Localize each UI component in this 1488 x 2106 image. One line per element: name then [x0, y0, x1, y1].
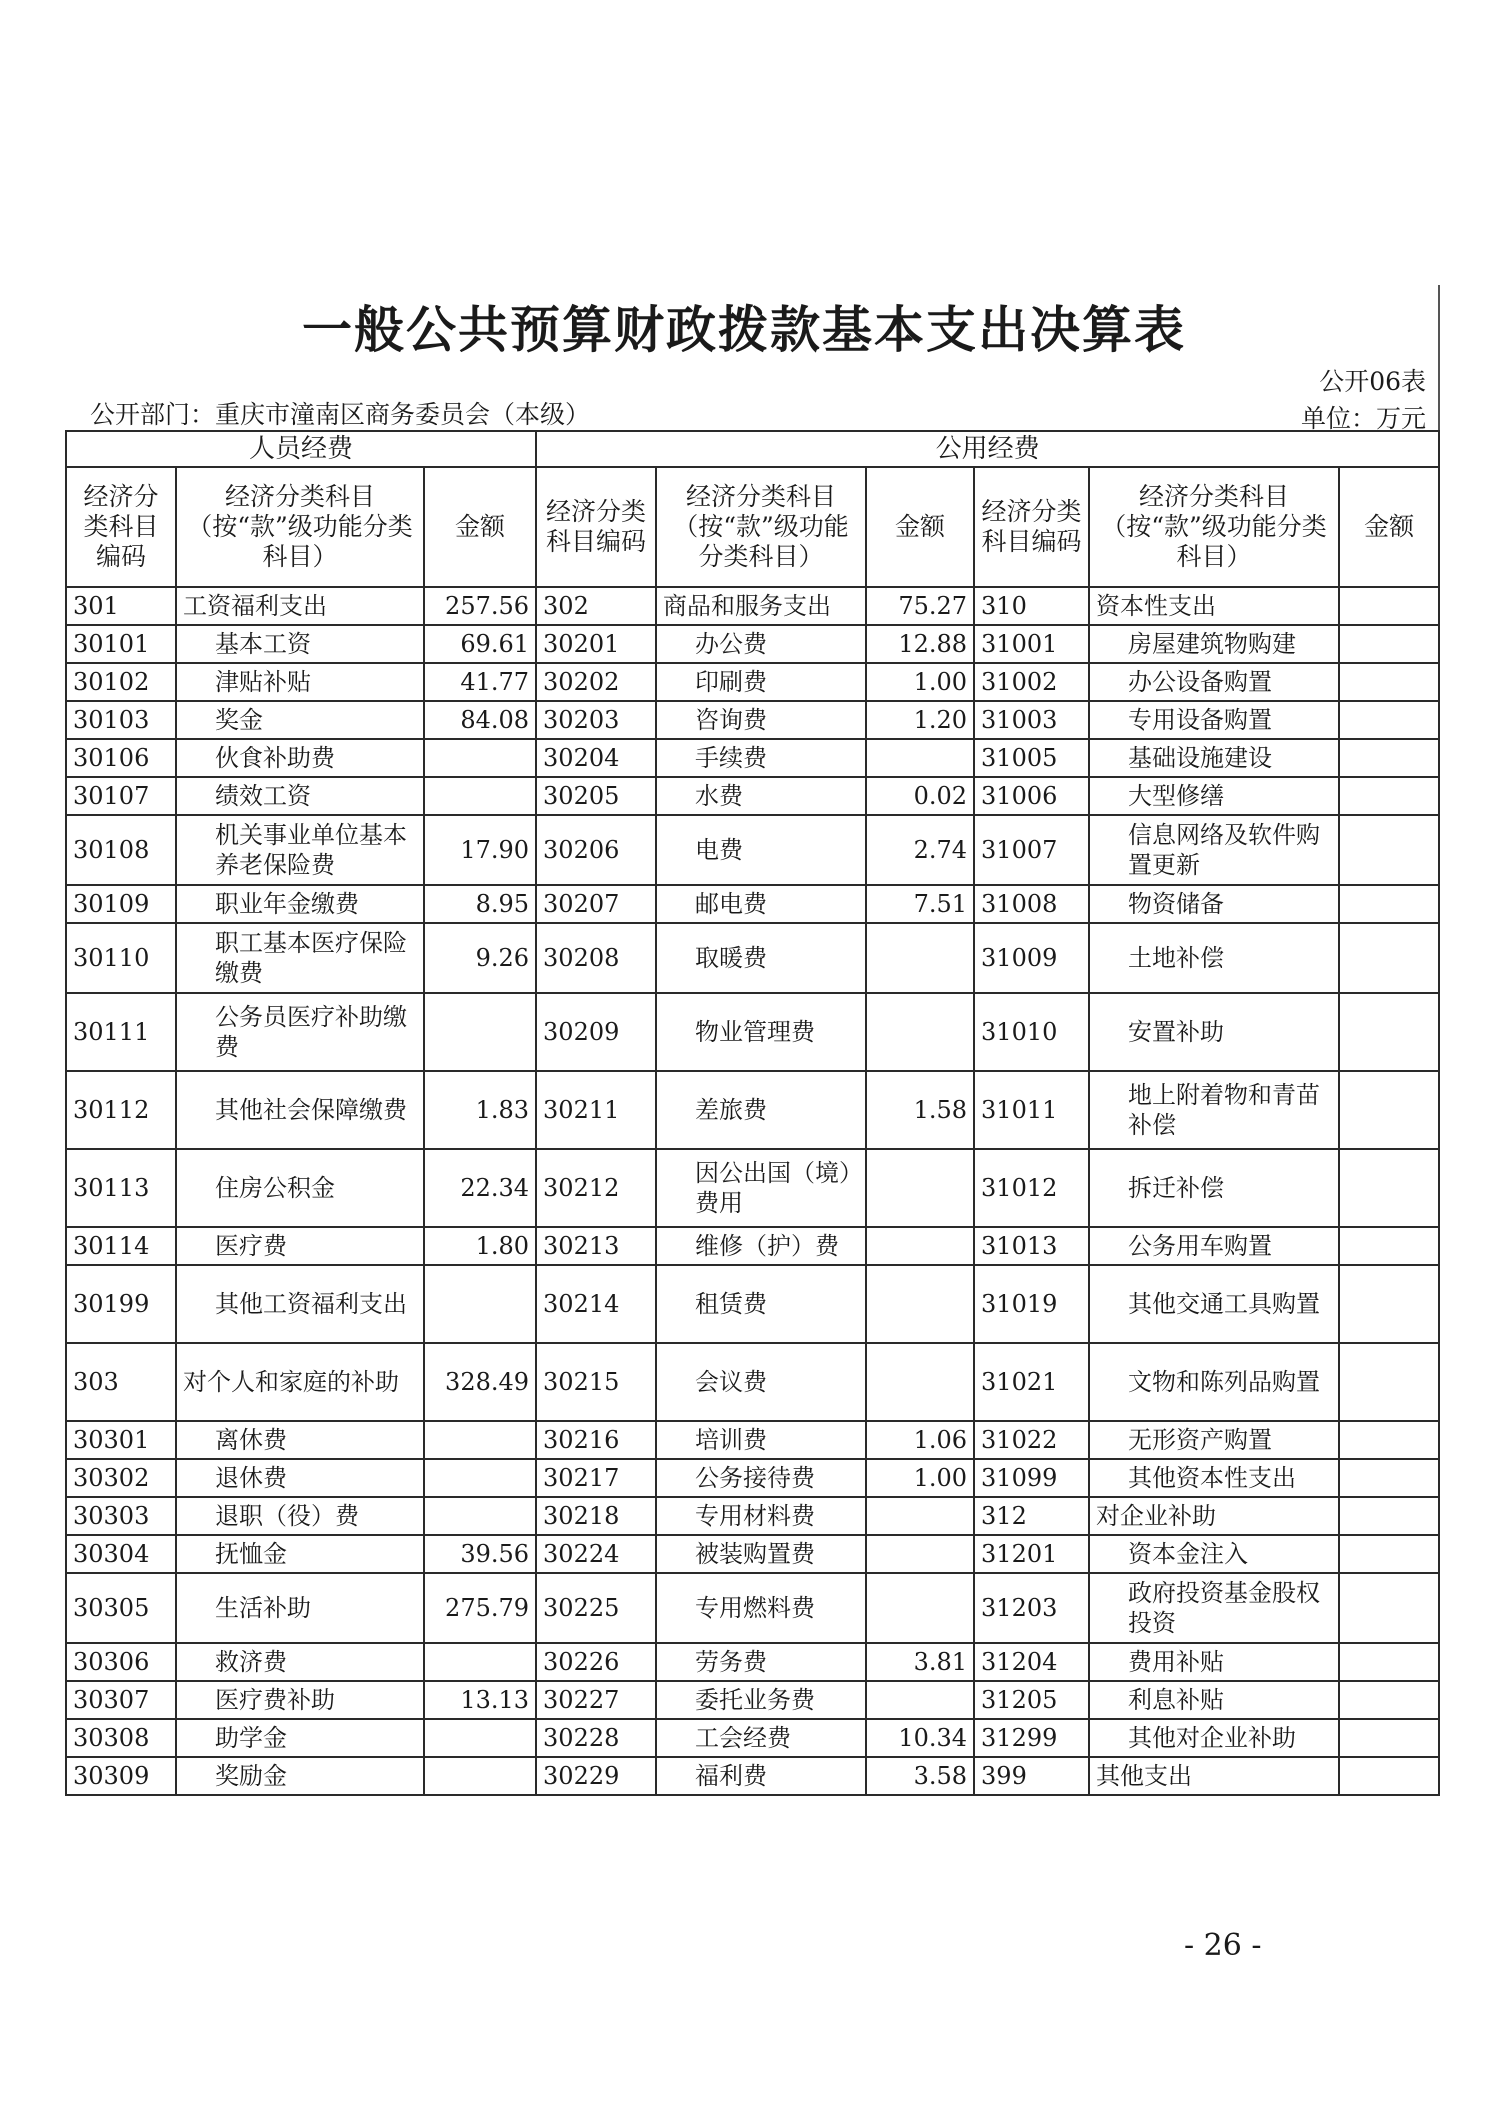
- account-code: 30201: [536, 625, 656, 663]
- table-row: [66, 1227, 1439, 1265]
- account-name: 物业管理费: [656, 993, 866, 1071]
- account-code: 30309: [66, 1757, 176, 1795]
- account-code: 31022: [974, 1421, 1089, 1459]
- amount-value: [866, 1149, 974, 1227]
- amount-value: 0.02: [866, 777, 974, 815]
- account-name: 其他社会保障缴费: [176, 1071, 424, 1149]
- amount-value: [1339, 1227, 1439, 1265]
- account-code: 30110: [66, 923, 176, 993]
- account-name: 房屋建筑物购建: [1089, 625, 1339, 663]
- account-code: 31003: [974, 701, 1089, 739]
- account-code: 30303: [66, 1497, 176, 1535]
- table-row: [66, 777, 1439, 815]
- account-name: 退休费: [176, 1459, 424, 1497]
- account-name: 培训费: [656, 1421, 866, 1459]
- account-code: 31299: [974, 1719, 1089, 1757]
- amount-value: 3.81: [866, 1643, 974, 1681]
- account-code: 30101: [66, 625, 176, 663]
- account-name: 物资储备: [1089, 885, 1339, 923]
- account-name: 福利费: [656, 1757, 866, 1795]
- table-row: [66, 1149, 1439, 1227]
- amount-value: [866, 1343, 974, 1421]
- account-name: 办公设备购置: [1089, 663, 1339, 701]
- amount-value: [424, 1643, 536, 1681]
- amount-value: [1339, 1757, 1439, 1795]
- account-name: 其他工资福利支出: [176, 1265, 424, 1343]
- account-code: 312: [974, 1497, 1089, 1535]
- account-name: 其他资本性支出: [1089, 1459, 1339, 1497]
- table-row: [66, 1643, 1439, 1681]
- account-name: 地上附着物和青苗补偿: [1089, 1071, 1339, 1149]
- account-name: 会议费: [656, 1343, 866, 1421]
- account-name: 津贴补贴: [176, 663, 424, 701]
- account-name: 手续费: [656, 739, 866, 777]
- account-name: 对企业补助: [1089, 1497, 1339, 1535]
- amount-value: 17.90: [424, 815, 536, 885]
- amount-value: [866, 1227, 974, 1265]
- account-name: 绩效工资: [176, 777, 424, 815]
- account-name: 办公费: [656, 625, 866, 663]
- amount-value: [1339, 1535, 1439, 1573]
- amount-value: [866, 1573, 974, 1643]
- account-code: 310: [974, 587, 1089, 625]
- account-code: 30214: [536, 1265, 656, 1343]
- amount-value: 1.00: [866, 663, 974, 701]
- amount-header: 金额: [866, 467, 974, 587]
- account-name: 工会经费: [656, 1719, 866, 1757]
- account-name: 大型修缮: [1089, 777, 1339, 815]
- account-code: 30302: [66, 1459, 176, 1497]
- public-section-header: 公用经费: [536, 431, 1439, 467]
- amount-value: 1.58: [866, 1071, 974, 1149]
- amount-value: [1339, 663, 1439, 701]
- account-code: 30228: [536, 1719, 656, 1757]
- account-code: 30213: [536, 1227, 656, 1265]
- account-code: 30205: [536, 777, 656, 815]
- amount-value: 69.61: [424, 625, 536, 663]
- account-name: 咨询费: [656, 701, 866, 739]
- amount-value: [1339, 923, 1439, 993]
- amount-value: [1339, 777, 1439, 815]
- amount-value: 1.83: [424, 1071, 536, 1149]
- account-code: 30111: [66, 993, 176, 1071]
- account-code: 30215: [536, 1343, 656, 1421]
- account-code: 30208: [536, 923, 656, 993]
- amount-value: 41.77: [424, 663, 536, 701]
- account-name: 工资福利支出: [176, 587, 424, 625]
- amount-value: 12.88: [866, 625, 974, 663]
- table-row: [66, 1681, 1439, 1719]
- table-row: [66, 1573, 1439, 1643]
- account-code: 30308: [66, 1719, 176, 1757]
- amount-header: 金额: [424, 467, 536, 587]
- account-name: 邮电费: [656, 885, 866, 923]
- account-code: 30217: [536, 1459, 656, 1497]
- column-header-row: [66, 467, 1439, 587]
- account-name: 救济费: [176, 1643, 424, 1681]
- account-code: 30112: [66, 1071, 176, 1149]
- account-name: 公务用车购置: [1089, 1227, 1339, 1265]
- amount-value: [1339, 1071, 1439, 1149]
- account-name: 生活补助: [176, 1573, 424, 1643]
- table-row: [66, 1343, 1439, 1421]
- amount-value: 39.56: [424, 1535, 536, 1573]
- amount-value: [424, 1719, 536, 1757]
- table-row: [66, 739, 1439, 777]
- amount-value: [1339, 1265, 1439, 1343]
- amount-value: [866, 739, 974, 777]
- code-header: 经济分类科目编码: [66, 467, 176, 587]
- account-code: 30114: [66, 1227, 176, 1265]
- amount-value: 22.34: [424, 1149, 536, 1227]
- amount-value: 328.49: [424, 1343, 536, 1421]
- account-name: 其他交通工具购置: [1089, 1265, 1339, 1343]
- account-name: 无形资产购置: [1089, 1421, 1339, 1459]
- account-code: 31019: [974, 1265, 1089, 1343]
- table-row: [66, 1497, 1439, 1535]
- account-code: 30107: [66, 777, 176, 815]
- account-name: 专用燃料费: [656, 1573, 866, 1643]
- account-name: 维修（护）费: [656, 1227, 866, 1265]
- account-code: 30202: [536, 663, 656, 701]
- code-header: 经济分类科目编码: [536, 467, 656, 587]
- table-row: [66, 1071, 1439, 1149]
- account-name: 抚恤金: [176, 1535, 424, 1573]
- account-name: 医疗费补助: [176, 1681, 424, 1719]
- table-row: [66, 587, 1439, 625]
- amount-value: 8.95: [424, 885, 536, 923]
- account-code: 30307: [66, 1681, 176, 1719]
- account-name: 医疗费: [176, 1227, 424, 1265]
- account-code: 31007: [974, 815, 1089, 885]
- account-name: 电费: [656, 815, 866, 885]
- account-code: 31204: [974, 1643, 1089, 1681]
- amount-value: 275.79: [424, 1573, 536, 1643]
- account-code: 31001: [974, 625, 1089, 663]
- amount-value: [424, 1757, 536, 1795]
- account-name: 助学金: [176, 1719, 424, 1757]
- amount-value: 1.06: [866, 1421, 974, 1459]
- account-name: 拆迁补偿: [1089, 1149, 1339, 1227]
- account-name: 文物和陈列品购置: [1089, 1343, 1339, 1421]
- account-code: 30212: [536, 1149, 656, 1227]
- table-row: [66, 815, 1439, 885]
- account-code: 30203: [536, 701, 656, 739]
- amount-value: [1339, 1719, 1439, 1757]
- table-row: [66, 663, 1439, 701]
- amount-value: [1339, 1573, 1439, 1643]
- account-code: 31203: [974, 1573, 1089, 1643]
- department-label: 公开部门：重庆市潼南区商务委员会（本级）: [90, 400, 591, 429]
- amount-value: [1339, 1421, 1439, 1459]
- account-name: 专用设备购置: [1089, 701, 1339, 739]
- account-code: 30306: [66, 1643, 176, 1681]
- account-name: 基本工资: [176, 625, 424, 663]
- table-row: [66, 701, 1439, 739]
- amount-value: [424, 1497, 536, 1535]
- amount-value: 84.08: [424, 701, 536, 739]
- amount-value: [1339, 885, 1439, 923]
- account-code: 31013: [974, 1227, 1089, 1265]
- account-code: 31006: [974, 777, 1089, 815]
- account-name: 伙食补助费: [176, 739, 424, 777]
- table-row: [66, 1265, 1439, 1343]
- page-title: 一般公共预算财政拨款基本支出决算表: [302, 300, 1186, 359]
- table-row: [66, 625, 1439, 663]
- amount-value: [1339, 739, 1439, 777]
- account-name: 退职（役）费: [176, 1497, 424, 1535]
- account-name: 费用补贴: [1089, 1643, 1339, 1681]
- amount-value: [424, 993, 536, 1071]
- amount-value: [866, 993, 974, 1071]
- account-name: 劳务费: [656, 1643, 866, 1681]
- amount-value: 13.13: [424, 1681, 536, 1719]
- account-name: 机关事业单位基本养老保险费: [176, 815, 424, 885]
- amount-value: [866, 1681, 974, 1719]
- amount-value: [424, 1265, 536, 1343]
- account-name: 因公出国（境）费用: [656, 1149, 866, 1227]
- account-code: 31201: [974, 1535, 1089, 1573]
- amount-value: [1339, 1643, 1439, 1681]
- item-header: 经济分类科目（按“款”级功能分类科目）: [656, 467, 866, 587]
- code-header: 经济分类科目编码: [974, 467, 1089, 587]
- table-row: [66, 885, 1439, 923]
- amount-value: 1.00: [866, 1459, 974, 1497]
- account-code: 30226: [536, 1643, 656, 1681]
- amount-value: [866, 1497, 974, 1535]
- amount-header: 金额: [1339, 467, 1439, 587]
- item-header: 经济分类科目（按“款”级功能分类科目）: [1089, 467, 1339, 587]
- account-name: 土地补偿: [1089, 923, 1339, 993]
- account-code: 30206: [536, 815, 656, 885]
- amount-value: [1339, 701, 1439, 739]
- account-name: 基础设施建设: [1089, 739, 1339, 777]
- table-row: [66, 1535, 1439, 1573]
- amount-value: 3.58: [866, 1757, 974, 1795]
- account-code: 302: [536, 587, 656, 625]
- account-name: 其他支出: [1089, 1757, 1339, 1795]
- account-code: 30109: [66, 885, 176, 923]
- account-code: 30209: [536, 993, 656, 1071]
- amount-value: 1.80: [424, 1227, 536, 1265]
- account-name: 印刷费: [656, 663, 866, 701]
- amount-value: [866, 1265, 974, 1343]
- account-code: 301: [66, 587, 176, 625]
- amount-value: [424, 777, 536, 815]
- account-name: 对个人和家庭的补助: [176, 1343, 424, 1421]
- account-name: 政府投资基金股权投资: [1089, 1573, 1339, 1643]
- account-code: 31009: [974, 923, 1089, 993]
- table-row: [66, 923, 1439, 993]
- account-name: 商品和服务支出: [656, 587, 866, 625]
- account-name: 委托业务费: [656, 1681, 866, 1719]
- amount-value: [1339, 1497, 1439, 1535]
- account-code: 31005: [974, 739, 1089, 777]
- amount-value: [1339, 1681, 1439, 1719]
- account-code: 30301: [66, 1421, 176, 1459]
- amount-value: [1339, 1343, 1439, 1421]
- account-code: 31012: [974, 1149, 1089, 1227]
- amount-value: 1.20: [866, 701, 974, 739]
- form-number: 公开06表: [1319, 367, 1426, 396]
- account-code: 31010: [974, 993, 1089, 1071]
- account-code: 30218: [536, 1497, 656, 1535]
- amount-value: [1339, 815, 1439, 885]
- amount-value: [866, 1535, 974, 1573]
- account-code: 30229: [536, 1757, 656, 1795]
- account-code: 30102: [66, 663, 176, 701]
- account-code: 303: [66, 1343, 176, 1421]
- expenditure-table: [65, 430, 1440, 1796]
- amount-value: [866, 923, 974, 993]
- account-name: 取暖费: [656, 923, 866, 993]
- amount-value: [1339, 993, 1439, 1071]
- account-name: 安置补助: [1089, 993, 1339, 1071]
- account-code: 399: [974, 1757, 1089, 1795]
- account-name: 职业年金缴费: [176, 885, 424, 923]
- table-row: [66, 1421, 1439, 1459]
- amount-value: [1339, 625, 1439, 663]
- account-name: 水费: [656, 777, 866, 815]
- account-code: 30305: [66, 1573, 176, 1643]
- amount-value: 257.56: [424, 587, 536, 625]
- account-name: 公务接待费: [656, 1459, 866, 1497]
- section-header-row: [66, 431, 1439, 467]
- account-name: 资本金注入: [1089, 1535, 1339, 1573]
- account-code: 30103: [66, 701, 176, 739]
- account-code: 31011: [974, 1071, 1089, 1149]
- account-code: 31099: [974, 1459, 1089, 1497]
- account-name: 租赁费: [656, 1265, 866, 1343]
- personnel-section-header: 人员经费: [66, 431, 536, 467]
- table-row: [66, 1459, 1439, 1497]
- account-code: 30204: [536, 739, 656, 777]
- account-code: 30224: [536, 1535, 656, 1573]
- table-row: [66, 993, 1439, 1071]
- account-code: 30216: [536, 1421, 656, 1459]
- account-code: 30207: [536, 885, 656, 923]
- account-code: 31205: [974, 1681, 1089, 1719]
- account-code: 30113: [66, 1149, 176, 1227]
- account-code: 30227: [536, 1681, 656, 1719]
- amount-value: [1339, 1459, 1439, 1497]
- page-edge-line: [1438, 285, 1440, 435]
- account-code: 31002: [974, 663, 1089, 701]
- account-name: 差旅费: [656, 1071, 866, 1149]
- table-body: [66, 587, 1439, 1795]
- account-name: 被装购置费: [656, 1535, 866, 1573]
- account-code: 30225: [536, 1573, 656, 1643]
- account-code: 30211: [536, 1071, 656, 1149]
- account-name: 职工基本医疗保险缴费: [176, 923, 424, 993]
- account-code: 31008: [974, 885, 1089, 923]
- amount-value: 10.34: [866, 1719, 974, 1757]
- page-number: - 26 -: [1184, 1928, 1262, 1963]
- amount-value: 75.27: [866, 587, 974, 625]
- account-name: 信息网络及软件购置更新: [1089, 815, 1339, 885]
- account-name: 住房公积金: [176, 1149, 424, 1227]
- account-code: 30304: [66, 1535, 176, 1573]
- amount-value: [424, 1421, 536, 1459]
- amount-value: 2.74: [866, 815, 974, 885]
- table-row: [66, 1719, 1439, 1757]
- table-row: [66, 1757, 1439, 1795]
- amount-value: [1339, 587, 1439, 625]
- account-name: 专用材料费: [656, 1497, 866, 1535]
- amount-value: [424, 1459, 536, 1497]
- amount-value: [1339, 1149, 1439, 1227]
- account-name: 利息补贴: [1089, 1681, 1339, 1719]
- amount-value: 9.26: [424, 923, 536, 993]
- account-name: 离休费: [176, 1421, 424, 1459]
- account-code: 31021: [974, 1343, 1089, 1421]
- amount-value: [424, 739, 536, 777]
- item-header: 经济分类科目（按“款”级功能分类科目）: [176, 467, 424, 587]
- account-name: 奖金: [176, 701, 424, 739]
- account-name: 其他对企业补助: [1089, 1719, 1339, 1757]
- account-name: 公务员医疗补助缴费: [176, 993, 424, 1071]
- account-code: 30108: [66, 815, 176, 885]
- account-code: 30106: [66, 739, 176, 777]
- account-name: 资本性支出: [1089, 587, 1339, 625]
- unit-label: 单位：万元: [1300, 404, 1426, 433]
- amount-value: 7.51: [866, 885, 974, 923]
- account-code: 30199: [66, 1265, 176, 1343]
- account-name: 奖励金: [176, 1757, 424, 1795]
